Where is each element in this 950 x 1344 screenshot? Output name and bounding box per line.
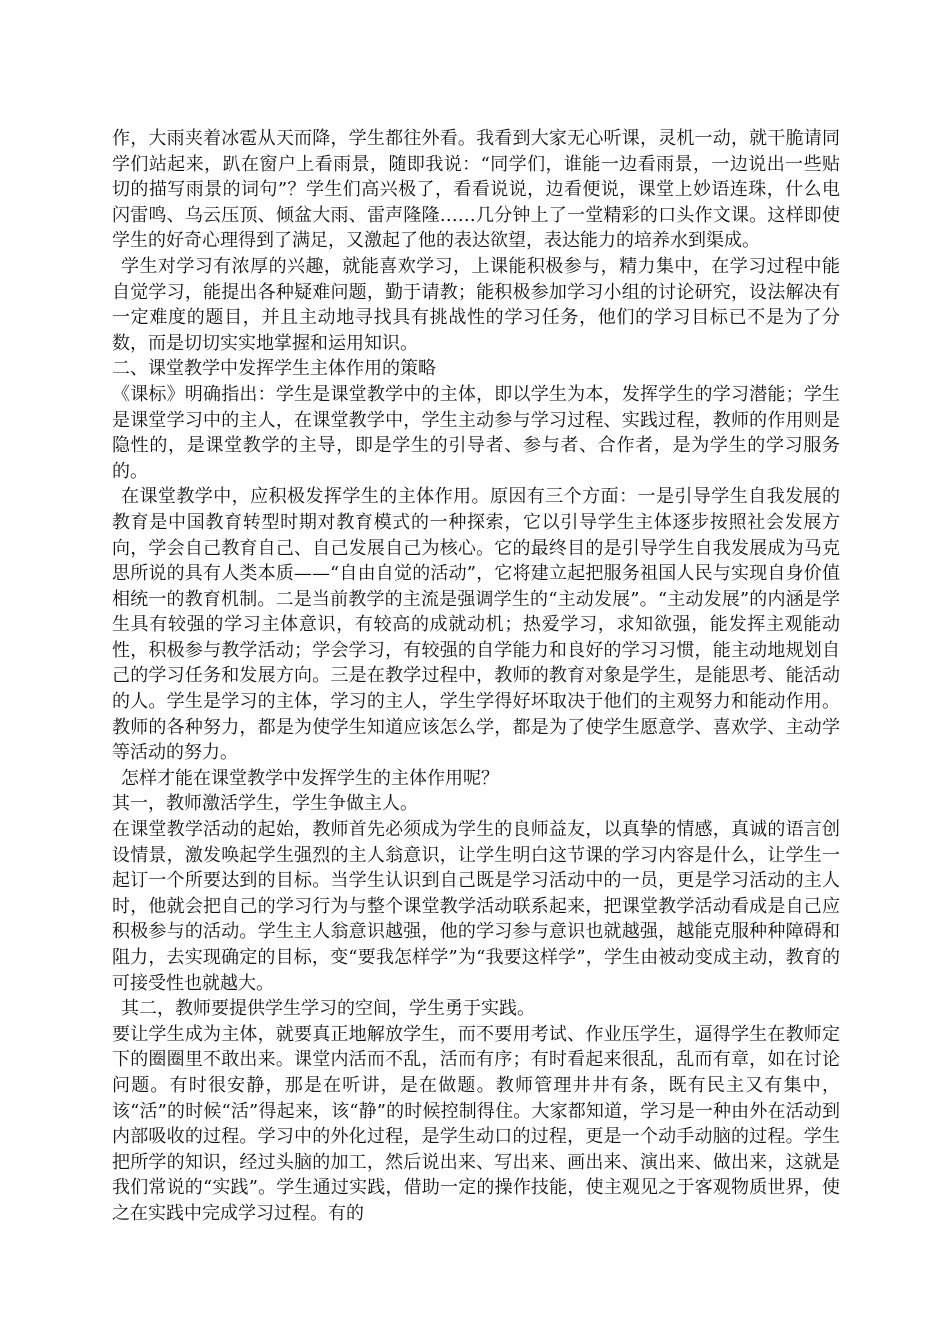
paragraph-question: 怎样才能在课堂教学中发挥学生的主体作用呢？	[121, 767, 499, 789]
subheading-first: 其一，教师激活学生，学生争做主人。	[112, 793, 418, 815]
subheading-second: 其二，教师要提供学生学习的空间，学生勇于实践。	[121, 998, 535, 1020]
paragraph-curriculum: 《课标》明确指出：学生是课堂教学中的主体，即以学生为本，发挥学生的学习潜能；学生是课堂学习中的主人，在课堂教学中，学生主动参与学习过程、实践过程，教师的作用则是隐性的，是课堂教学的主导，即是学生的引导者、参与者、合作者，是为学生的学习服务的。	[112, 383, 840, 482]
section-heading-strategy: 二、课堂教学中发挥学生主体作用的策略	[112, 358, 436, 380]
paragraph-three-reasons: 在课堂教学中，应积极发挥学生的主体作用。原因有三个方面：一是引导学生自我发展的教育是中国教育转型时期对教育模式的一种探索，它以引导学生主体逐步按照社会发展方向，学会自己教育自己、自己发展自己为核心。它的最终目的是引导学生自我发展成为马克思所说的具有人类本质——“自由自觉的活动”，它将建立起把服务祖国人民与实现自身价值相统一的教育机制。二是当前教学的主流是强调学生的“主动发展”。“主动发展”的内涵是学生具有较强的学习主体意识，有较高的成就动机；热爱学习，求知欲强，能发挥主观能动性，积极参与教学活动；学会学习，有较强的自学能力和良好的学习习惯，能主动地规划自己的学习任务和发展方向。三是在教学过程中，教师的教育对象是学生，是能思考、能活动的人。学生是学习的主体，学习的主人，学生学得好坏取决于他们的主观努力和能动作用。教师的各种努力，都是为使学生知道应该怎么学，都是为了使学生愿意学、喜欢学、主动学等活动的努力。	[112, 486, 840, 764]
document-body	[112, 126, 840, 1227]
paragraph-second: 要让学生成为主体，就要真正地解放学生，而不要用考试、作业压学生，逼得学生在教师定下的圈圈里不敢出来。课堂内活而不乱，活而有序；有时看起来很乱，乱而有章，如在讨论问题。有时很安静，那是在听讲，是在做题。教师管理井井有条，既有民主又有集中，该“活”的时候“活”得起来，该“静”的时候控制得住。大家都知道，学习是一种由外在活动到内部吸收的过程。学习中的外化过程，是学生动口的过程，更是一个动手动脑的过程。学生把所学的知识，经过头脑的加工，然后说出来、写出来、画出来、演出来、做出来，这就是我们常说的“实践”。学生通过实践，借助一定的操作技能，使主观见之于客观物质世界，使之在实践中完成学习过程。有的	[112, 1023, 840, 1224]
paragraph-first: 在课堂教学活动的起始，教师首先必须成为学生的良师益友，以真挚的情感，真诚的语言创设情景，激发唤起学生强烈的主人翁意识，让学生明白这节课的学习内容是什么，让学生一起订一个所要达到的目标。当学生认识到自己既是学习活动中的一员，更是学习活动的主人时，他就会把自己的学习行为与整个课堂教学活动联系起来，把课堂教学活动看成是自己应积极参与的活动。学生主人翁意识越强，他的学习参与意识也就越强，越能克服种种障碍和阻力，去实现确定的目标，变“要我怎样学”为“我要这样学”，学生由被动变成主动，教育的可接受性也就越大。	[112, 819, 840, 994]
paragraph-interest: 学生对学习有浓厚的兴趣，就能喜欢学习，上课能积极参与，精力集中，在学习过程中能自觉学习，能提出各种疑难问题，勤于请教；能积极参加学习小组的讨论研究，设法解决有一定难度的题目，并且主动地寻找具有挑战性的学习任务，他们的学习目标已不是为了分数，而是切切实实地掌握和运用知识。	[112, 255, 840, 354]
paragraph-rain-lesson: 作，大雨夹着冰雹从天而降，学生都往外看。我看到大家无心听课，灵机一动，就干脆请同学们站起来，趴在窗户上看雨景，随即我说：“同学们，谁能一边看雨景，一边说出一些贴切的描写雨景的词句”？学生们高兴极了，看看说说，边看便说，课堂上妙语连珠，什么电闪雷鸣、乌云压顶、倾盆大雨、雷声隆隆……几分钟上了一堂精彩的口头作文课。这样即使学生的好奇心理得到了满足，又激起了他的表达欲望，表达能力的培养水到渠成。	[112, 128, 840, 252]
